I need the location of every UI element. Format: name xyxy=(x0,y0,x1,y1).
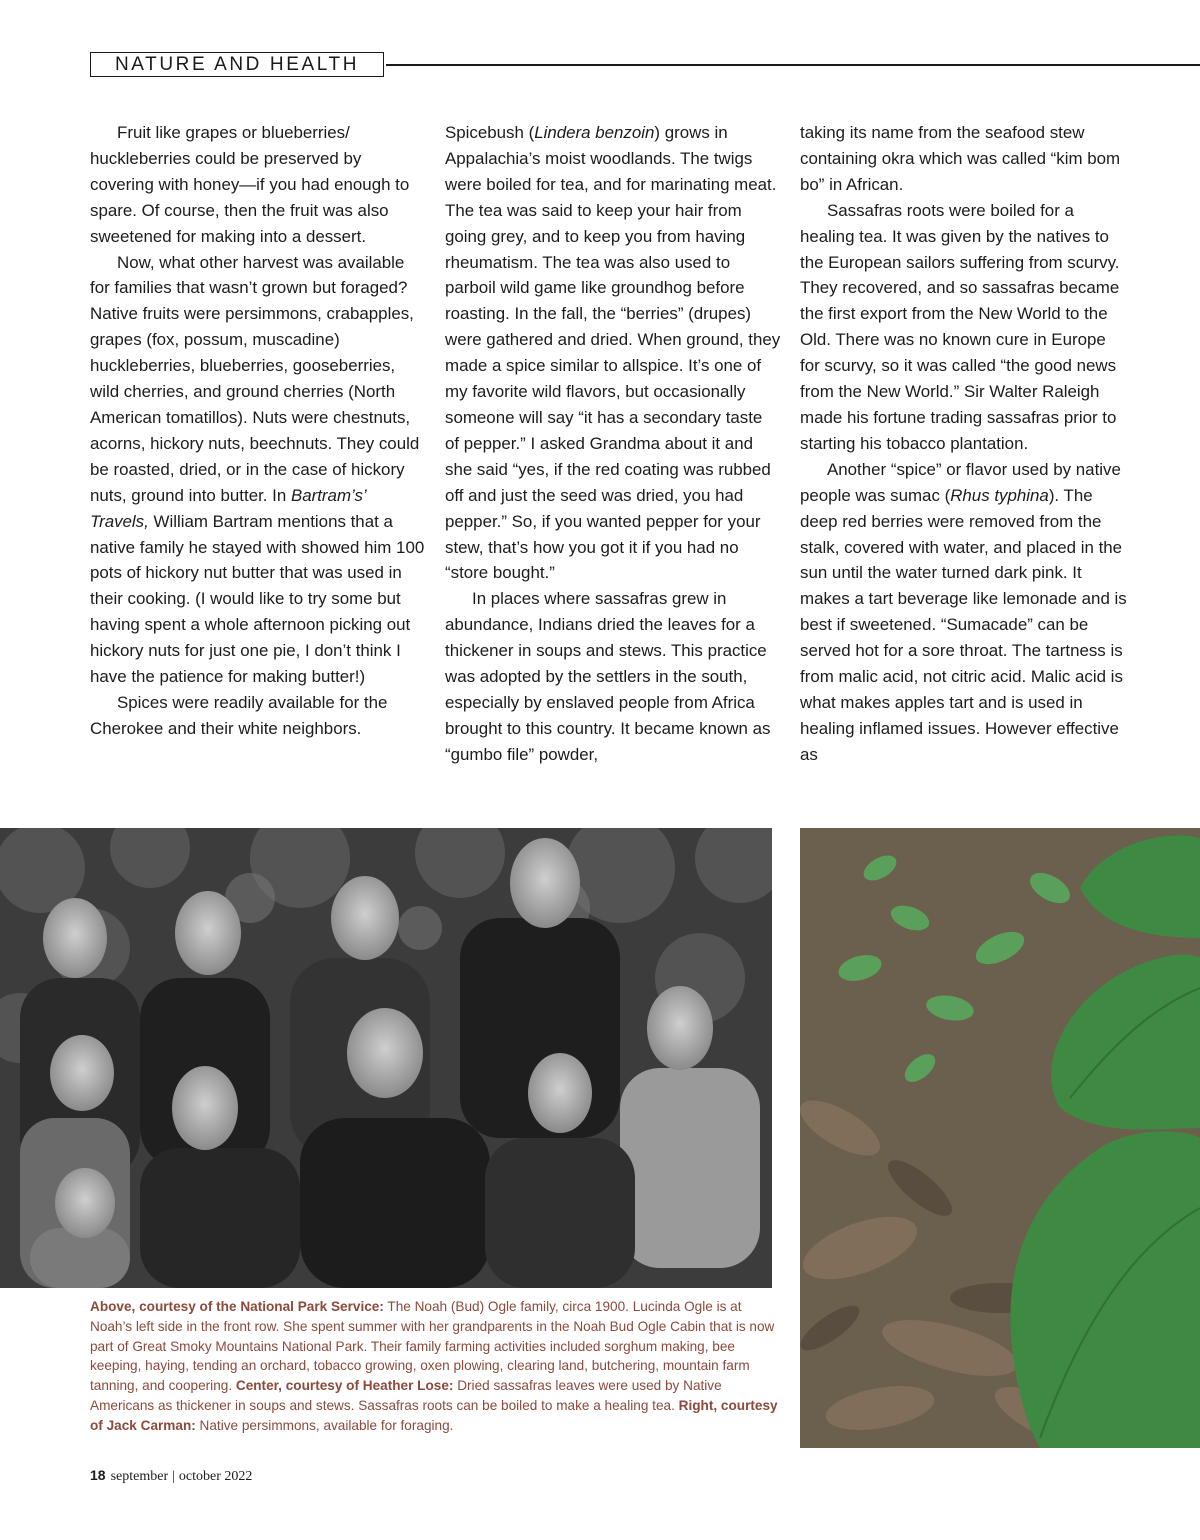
family-photo-illustration xyxy=(0,828,772,1288)
paragraph xyxy=(445,120,781,586)
caption-credit: Center, courtesy of Heather Lose: xyxy=(235,1378,454,1394)
issue-date: october 2022 xyxy=(178,1469,253,1484)
issue-month: september xyxy=(110,1469,169,1484)
species-name: Lindera benzoin xyxy=(534,123,655,142)
folio-divider: | xyxy=(172,1469,175,1484)
text-run: ). The deep red berries were removed from the stalk, covered with water, and placed in the sun until the water turned dark pink. It makes a tart beverage like lemonade and is best if sweetened. “Sumacade” can be served hot for a sore throat. The tartness is from malic acid, not citric acid. Malic acid is what makes apples tart and is used in healing inflamed issues. However effective as xyxy=(800,485,1127,764)
paragraph: In places where sassafras grew in abundance, Indians dried the leaves for a thickener in soups and stews. This practice was adopted by the settlers in the south, especially by enslaved people from Africa brought to this country. It became known as “gumbo file” powder, xyxy=(445,589,771,764)
caption-credit: Right, courtesy of Jack Carman: xyxy=(90,1397,778,1433)
book-title: Bartram’s’ Travels, xyxy=(90,485,366,531)
paragraph xyxy=(90,250,426,690)
section-title: NATURE AND HEALTH xyxy=(114,53,360,75)
column-1 xyxy=(90,120,426,742)
text-run: Spicebush ( xyxy=(445,123,535,142)
photo-caption xyxy=(90,1297,780,1436)
text-run: Now, what other harvest was available for families that wasn’t grown but foraged? Native fruits were persimmons, crabapples, grapes (fox, possum, muscadine) huckleberries, blueberries, gooseberries, wild cherries, and ground cherries (North American tomatillos). Nuts were chestnuts, acorns, hickory nuts, beechnuts. They could be roasted, dried, or in the case of hickory nuts, ground into butter. In xyxy=(90,252,420,505)
text-run: Another “spice” or flavor used by native people was sumac ( xyxy=(800,459,1121,505)
column-2 xyxy=(445,120,781,768)
paragraph: taking its name from the seafood stew containing okra which was called “kim bom bo” in African. xyxy=(800,123,1121,194)
caption-credit: Above, courtesy of the National Park Service: xyxy=(90,1299,384,1314)
species-name: Rhus typhina xyxy=(950,485,1049,505)
text-run: William Bartram mentions that a native family he stayed with showed him 100 pots of hickory nut butter that was used in their cooking. (I would like to try some but having spent a whole afternoon picking out hickory nuts for just one pie, I don’t think I have the patience for making butter!) xyxy=(90,511,425,687)
paragraph: Sassafras roots were boiled for a healing tea. It was given by the natives to the European sailors suffering from scurvy. They recovered, and so sassafras became the first export from the New World to the Old. There was no known cure in Europe for scurvy, so it was called “the good news from the New World.” Sir Walter Raleigh made his fortune trading sassafras prior to starting his tobacco plantation. xyxy=(800,200,1120,453)
sassafras-photo-illustration xyxy=(800,828,1200,1448)
paragraph: Spices were readily available for the Cherokee and their white neighbors. xyxy=(90,692,388,738)
page-number: 18 xyxy=(90,1467,106,1483)
paragraph: Fruit like grapes or blueberries/ huckleberries could be preserved by covering with honey—if you had enough to spare. Of course, then the fruit was also sweetened for making into a dessert. xyxy=(90,123,410,246)
caption-text: Dried sassafras leaves were used by Native Americans as thickener in soups and stews. Sassafras roots can be boiled to make a healing tea. xyxy=(90,1378,722,1413)
family-photo xyxy=(0,828,772,1288)
header-rule xyxy=(386,64,1200,66)
caption-text: The Noah (Bud) Ogle family, circa 1900. Lucinda Ogle is at Noah’s left side in the front row. She spent summer with her grandparents in the Noah Bud Ogle Cabin that is now part of Great Smoky Mountains National Park. Their family farming activities included sorghum making, bee keeping, haying, tending an orchard, tobacco growing, oxen plowing, clearing land, butchering, mountain farm tanning, and coopering. xyxy=(90,1299,775,1394)
sassafras-photo xyxy=(800,828,1200,1448)
page-folio xyxy=(90,1467,252,1485)
paragraph xyxy=(800,457,1130,768)
section-header xyxy=(90,52,384,77)
column-3 xyxy=(800,120,1130,768)
caption-text: Native persimmons, available for foraging. xyxy=(195,1417,454,1433)
text-run: ) grows in Appalachia’s moist woodlands. The twigs were boiled for tea, and for marinating meat. The tea was said to keep your hair from going grey, and to keep you from having rheumatism. The tea was also used to parboil wild game like groundhog before roasting. In the fall, the “berries” (drupes) were gathered and dried. When ground, they made a spice similar to allspice. It’s one of my favorite wild flavors, but occasionally someone will say “it has a secondary taste of pepper.” I asked Grandma about it and she said “yes, if the red coating was rubbed off and just the seed was dried, you had pepper.” So, if you wanted pepper for your stew, that’s how you got it if you had no “store bought.” xyxy=(445,123,781,583)
